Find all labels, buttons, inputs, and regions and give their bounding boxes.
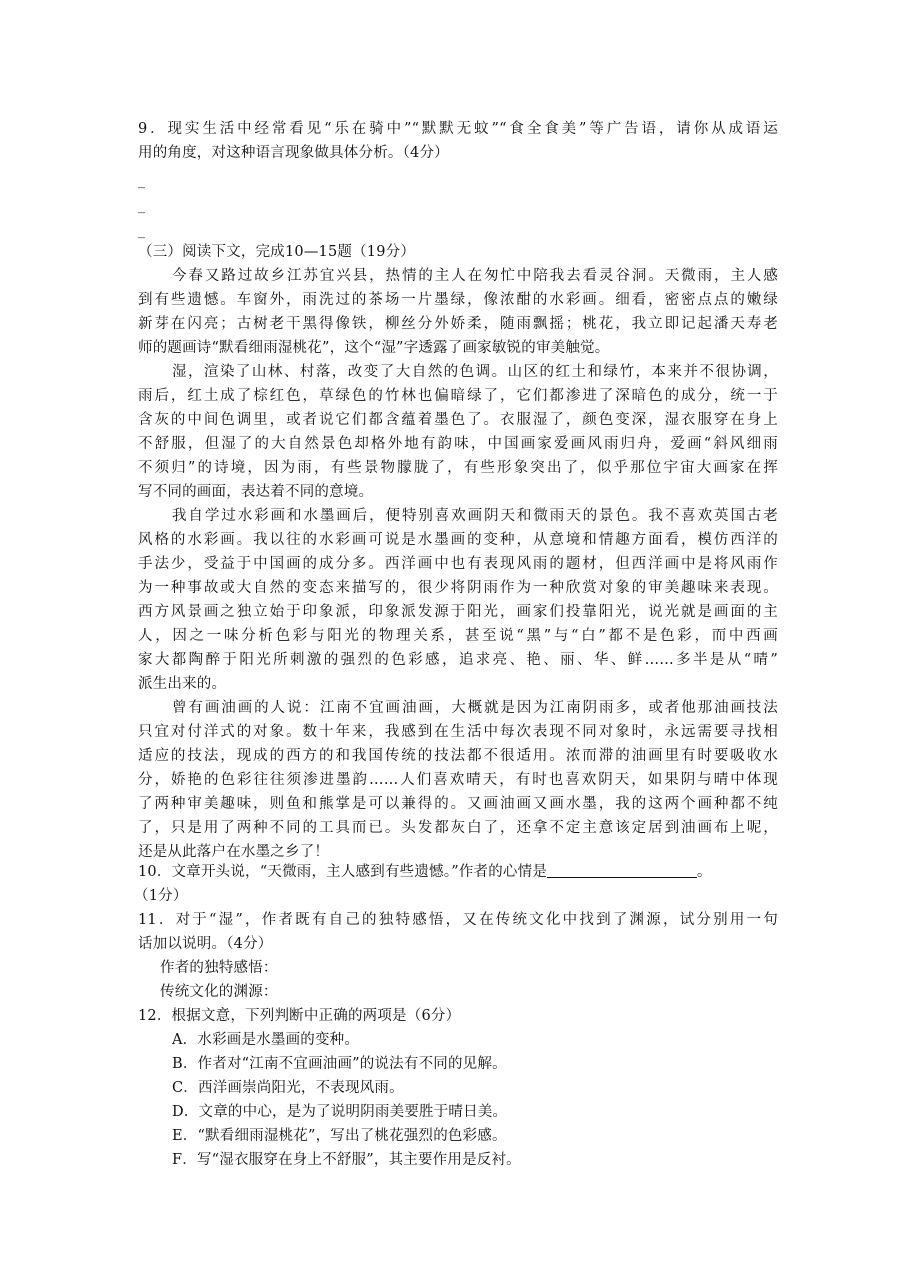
passage-p3-line: 手法少，受益于中国画的成分多。西洋画中也有表现风雨的题材，但西洋画中是将风雨作 (138, 556, 778, 572)
passage-p4-line: 了，只是用了两种不同的工具而已。头发都灰白了，还拿不定主意该定居到油画布上呢， (138, 820, 778, 836)
passage-p4-line: 只宜对付洋式的对象。数十年来，我感到在生活中每次表现不同对象时，永远需要寻找相 (138, 724, 778, 740)
passage-p2-line: 不舒服，但湿了的大自然景色却格外地有韵味，中国画家爱画风雨归舟，爱画“斜风细雨 (138, 436, 778, 452)
q12-option-e: E．“默看细雨湿桃花”，写出了桃花强烈的色彩感。 (172, 1128, 507, 1144)
q12-option-d: D．文章的中心，是为了说明阴雨美要胜于晴日美。 (172, 1104, 508, 1120)
passage-p2-line: 雨后，红土成了棕红色，草绿色的竹林也偏暗绿了，它们都渗进了深暗色的成分，统一于 (138, 388, 778, 404)
q11-line-1: 11．对于“湿”，作者既有自己的独特感悟，又在传统文化中找到了渊源，试分别用一句 (138, 912, 778, 928)
passage-p2-line: 含灰的中间色调里，或者说它们都含蕴着墨色了。衣服湿了，颜色变深，湿衣服穿在身上 (138, 412, 778, 428)
q9-line-1: 9．现实生活中经常看见“乐在骑中”“默默无蚊”“食全食美”等广告语，请你从成语运 (138, 121, 778, 137)
q10-text: 10．文章开头说，“天微雨，主人感到有些遗憾。”作者的心情是 (138, 864, 548, 880)
q9-line-2: 用的角度，对这种语言现象做具体分析。（4分） (138, 145, 449, 161)
q10-line (138, 860, 778, 884)
passage-p4-line: 分，娇艳的色彩往往须渗进墨韵……人们喜欢晴天，有时也喜欢阴天，如果阴与晴中体现 (138, 772, 778, 788)
passage-p3-line: 风格的水彩画。我以往的水彩画可说是水墨画的变种，从意境和情趣方面看，模仿西洋的 (138, 532, 778, 548)
passage-p2-line: 湿，渲染了山林、村落，改变了大自然的色调。山区的红土和绿竹，本来并不很协调， (172, 364, 778, 380)
passage-p1-line: 师的题画诗“默看细雨湿桃花”，这个“湿”字透露了画家敏锐的审美触觉。 (138, 340, 610, 356)
passage-p4-line: 还是从此落户在水墨之乡了！ (138, 844, 330, 860)
passage-p1-line: 今春又路过故乡江苏宜兴县，热情的主人在匆忙中陪我去看灵谷洞。天微雨，主人感 (172, 268, 778, 284)
q11-line-2: 话加以说明。（4分） (138, 936, 273, 952)
section-heading: （三）阅读下文，完成10—15题（19分） (138, 244, 416, 260)
passage-p1-line: 新芽在闪亮；古树老干黑得像铁，柳丝分外娇柔，随雨飘摇；桃花，我立即记起潘天寿老 (138, 316, 778, 332)
q10-score: （1分） (134, 888, 188, 904)
passage-p4-line: 适应的技法，现成的西方的和我国传统的技法都不很适用。浓而滞的油画里有时要吸收水 (138, 748, 778, 764)
q12-option-f: F．写“湿衣服穿在身上不舒服”，其主要作用是反衬。 (172, 1152, 521, 1168)
answer-blank-line: _ (138, 173, 145, 189)
passage-p3-line: 西方风景画之独立始于印象派，印象派发源于阳光，画家们投靠阳光，说光就是画面的主 (138, 604, 778, 620)
answer-blank-line: _ (138, 198, 145, 214)
passage-p4-line: 曾有画油画的人说：江南不宜画油画，大概就是因为江南阴雨多，或者他那油画技法 (172, 700, 778, 716)
answer-blank-line: _ (138, 223, 145, 239)
q11-sub-2: 传统文化的渊源： (160, 984, 278, 1000)
passage-p1-line: 到有些遗憾。车窗外，雨洗过的茶场一片墨绿，像浓酣的水彩画。细看，密密点点的嫩绿 (138, 292, 778, 308)
q12-stem: 12．根据文意，下列判断中正确的两项是（6分） (138, 1008, 461, 1024)
passage-p2-line: 写不同的画面，表达着不同的意境。 (138, 484, 374, 500)
q10-answer-blank[interactable] (547, 862, 697, 878)
q12-option-c: C．西洋画崇尚阳光，不表现风雨。 (172, 1080, 404, 1096)
q11-sub-1: 作者的独特感悟： (160, 960, 278, 976)
passage-p3-line: 人，因之一味分析色彩与阳光的物理关系，甚至说“黑”与“白”都不是色彩，而中西画 (138, 628, 778, 644)
passage-p3-line: 家大都陶醉于阳光所刺激的强烈的色彩感，追求亮、艳、丽、华、鲜……多半是从“晴” (138, 652, 778, 668)
passage-p4-line: 了两种审美趣味，则鱼和熊掌是可以兼得的。又画油画又画水墨，我的这两个画种都不纯 (138, 796, 778, 812)
q10-end: 。 (697, 864, 712, 880)
q12-option-a: A．水彩画是水墨画的变种。 (172, 1032, 360, 1048)
passage-p3-line: 我自学过水彩画和水墨画后，便特别喜欢画阴天和微雨天的景色。我不喜欢英国古老 (172, 508, 778, 524)
passage-p2-line: 不须归”的诗境，因为雨，有些景物朦胧了，有些形象突出了，似乎那位宇宙大画家在挥 (138, 460, 778, 476)
passage-p3-line: 派生出来的。 (138, 676, 227, 692)
q12-option-b: B．作者对“江南不宜画油画”的说法有不同的见解。 (172, 1056, 507, 1072)
passage-p3-line: 为一种事故或大自然的变态来描写的，很少将阴雨作为一种欣赏对象的审美趣味来表现。 (138, 580, 778, 596)
